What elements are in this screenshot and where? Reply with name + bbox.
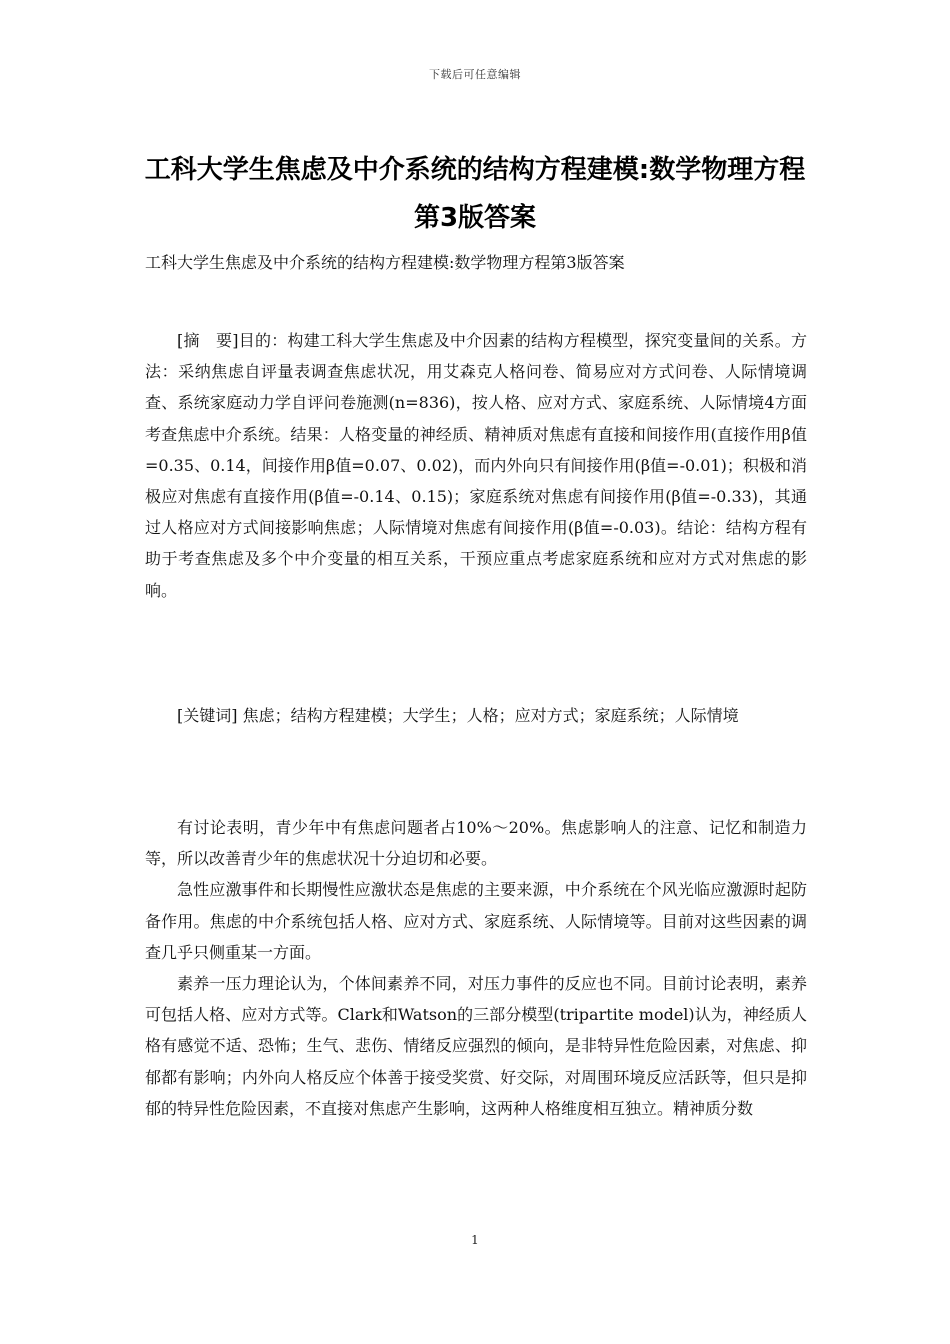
abstract-paragraph: [摘 要]目的：构建工科大学生焦虑及中介因素的结构方程模型，探究变量间的关系。方法：采纳焦虑自评量表调查焦虑状况，用艾森克人格问卷、简易应对方式问卷、人际情境调查、系统家庭动力学自评问卷施测(n=836)，按人格、应对方式、家庭系统、人际情境4方面考查焦虑中介系统。结果：人格变量的神经质、精神质对焦虑有直接和间接作用(直接作用β值=0.35、0.14，间接作用β值=0.07、0.02)，而内外向只有间接作用(β值=-0.01)；积极和消极应对焦虑有直接作用(β值=-0.14、0.15)；家庭系统对焦虑有间接作用(β值=-0.33)，其通过人格应对方式间接影响焦虑；人际情境对焦虑有间接作用(β值=-0.03)。结论：结构方程有助于考查焦虑及多个中介变量的相互关系，干预应重点考虑家庭系统和应对方式对焦虑的影响。 bbox=[145, 331, 807, 600]
body-section bbox=[145, 812, 807, 1124]
body-paragraph: 有讨论表明，青少年中有焦虑问题者占10%～20%。焦虑影响人的注意、记忆和制造力等，所以改善青少年的焦虑状况十分迫切和必要。 bbox=[145, 818, 807, 869]
body-paragraph: 素养一压力理论认为，个体间素养不同，对压力事件的反应也不同。目前讨论表明，素养可包括人格、应对方式等。Clark和Watson的三部分模型(tripartite model)认为，神经质人格有感觉不适、恐怖；生气、悲伤、情绪反应强烈的倾向，是非特异性危险因素，对焦虑、抑郁都有影响；内外向人格反应个体善于接受奖赏、好交际，对周围环境反应活跃等，但只是抑郁的特异性危险因素，不直接对焦虑产生影响，这两种人格维度相互独立。精神质分数 bbox=[145, 974, 807, 1118]
keywords-paragraph: [关键词] 焦虑；结构方程建模；大学生；人格；应对方式；家庭系统；人际情境 bbox=[177, 706, 739, 725]
keywords-section bbox=[145, 700, 807, 731]
document-title: 工科大学生焦虑及中介系统的结构方程建模:数学物理方程第3版答案 bbox=[144, 155, 806, 233]
body-paragraph: 急性应激事件和长期慢性应激状态是焦虑的主要来源，中介系统在个风光临应激源时起防备作用。焦虑的中介系统包括人格、应对方式、家庭系统、人际情境等。目前对这些因素的调查几乎只侧重某一方面。 bbox=[145, 880, 807, 962]
header-note: 下载后可任意编辑 bbox=[429, 68, 521, 81]
page-number: 1 bbox=[471, 1233, 479, 1247]
abstract-section bbox=[145, 325, 807, 606]
document-subtitle: 工科大学生焦虑及中介系统的结构方程建模:数学物理方程第3版答案 bbox=[145, 253, 625, 272]
